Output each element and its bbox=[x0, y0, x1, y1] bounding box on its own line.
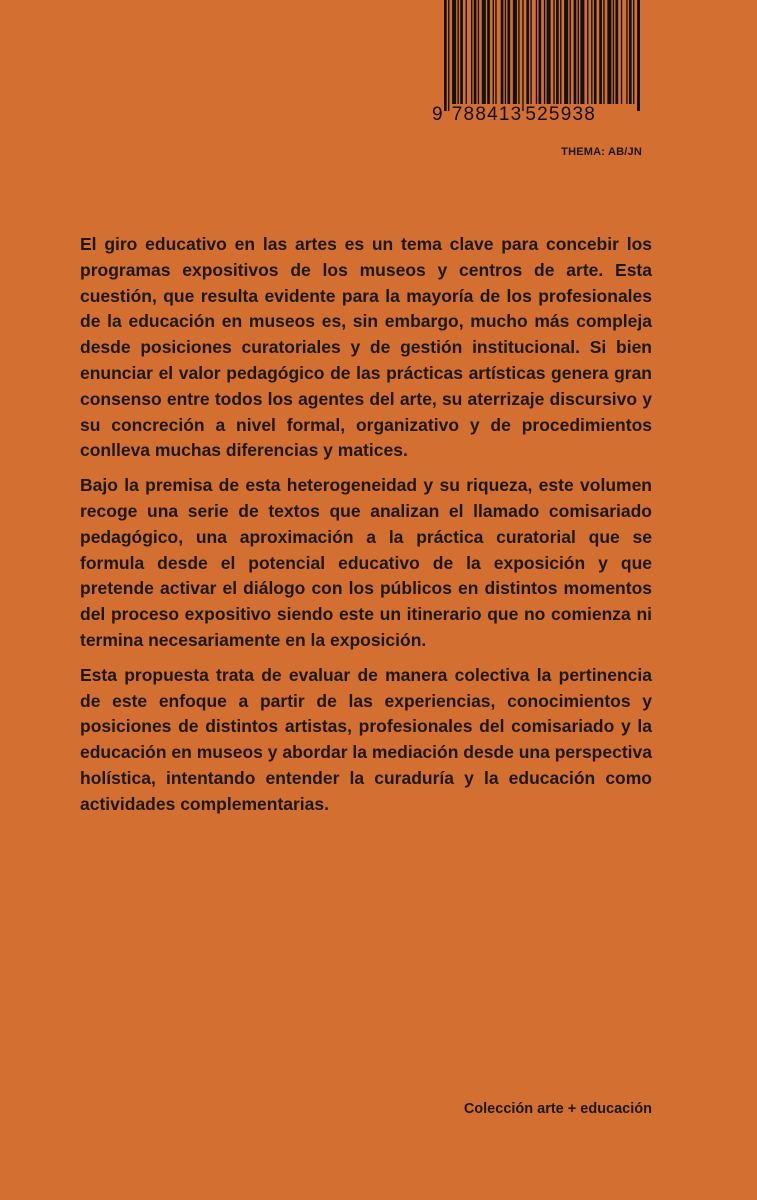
barcode-bar bbox=[474, 0, 477, 104]
barcode-bar bbox=[599, 0, 602, 104]
barcode-bar bbox=[530, 0, 531, 104]
barcode-bar bbox=[553, 0, 554, 104]
barcode-bar bbox=[633, 0, 634, 104]
blurb-paragraph-3: Esta propuesta trata de evaluar de manera colectiva la pertinencia de este enfoque a partir de las experiencias, conocimientos y posiciones de distintos artistas, profesionales del comisariado y la educación en museos y abordar la mediación desde una perspectiva holística, intentando entender la curaduría y la educación como actividades complementarias. bbox=[80, 664, 652, 814]
barcode-bar bbox=[629, 0, 632, 104]
barcode-bar bbox=[578, 0, 579, 104]
barcode-bar bbox=[493, 0, 494, 104]
barcode-bar bbox=[444, 0, 447, 111]
barcode-bar bbox=[501, 0, 504, 104]
barcode-bar bbox=[507, 0, 510, 104]
barcode-bar bbox=[580, 0, 584, 104]
barcode-bar bbox=[458, 0, 459, 104]
barcode-bar bbox=[574, 0, 577, 104]
blurb-paragraph-2: Bajo la premisa de esta heterogeneidad y su riqueza, este volumen recoge una serie de textos que analizan el llamado comisariado pedagógico, una aproximación a la práctica curatorial que se formula desde el potencial educativo de la exposición y que pretende activar el diálogo con los públicos en distintos momentos del proceso expositivo siendo este un itinerario que no comienza ni termina necesariamente en la exposición. bbox=[80, 475, 652, 650]
barcode bbox=[432, 0, 644, 125]
isbn-digits bbox=[432, 104, 644, 126]
blurb-paragraph-1: El giro educativo en las artes es un tema clave para concebir los programas expositivos de los museos y centros de arte. Esta cuestión, que resulta evidente para la mayoría de los profesionales de la educación en museos es, sin embargo, mucho más compleja desde posiciones curatoriales y de gestión institucional. Si bien enunciar el valor pedagógico de las prácticas artísticas genera gran consenso entre todos los agentes del arte, su aterrizaje discursivo y su concreción a nivel formal, organizativo y de procedimientos conlleva muchas diferencias y matices. bbox=[80, 234, 652, 461]
barcode-bars bbox=[444, 0, 640, 111]
barcode-bar bbox=[603, 0, 604, 104]
barcode-bar bbox=[526, 0, 529, 104]
barcode-bar bbox=[570, 0, 571, 104]
barcode-bar bbox=[448, 0, 449, 111]
barcode-bar bbox=[587, 0, 588, 104]
barcode-bar bbox=[615, 0, 618, 104]
barcode-bar bbox=[478, 0, 479, 104]
barcode-bar bbox=[482, 0, 486, 104]
barcode-graphic bbox=[444, 0, 640, 111]
barcode-bar bbox=[560, 0, 561, 104]
barcode-bar bbox=[536, 0, 537, 104]
barcode-bar bbox=[621, 0, 622, 104]
barcode-bar bbox=[613, 0, 614, 104]
barcode-bar bbox=[505, 0, 506, 104]
barcode-bar bbox=[607, 0, 611, 104]
barcode-bar bbox=[544, 0, 545, 104]
barcode-bar bbox=[487, 0, 490, 104]
barcode-bar bbox=[547, 0, 551, 104]
isbn-right-group: 525938 bbox=[525, 104, 596, 125]
barcode-bar bbox=[522, 0, 523, 111]
barcode-bar bbox=[460, 0, 463, 104]
barcode-bar bbox=[626, 0, 627, 104]
back-cover-blurb bbox=[80, 232, 652, 827]
barcode-bar bbox=[594, 0, 597, 104]
barcode-bar bbox=[518, 0, 519, 104]
barcode-bar bbox=[471, 0, 472, 104]
collection-name: Colección arte + educación bbox=[463, 1101, 652, 1117]
thema-code: THEMA: AB/JN bbox=[561, 146, 642, 158]
barcode-bar bbox=[539, 0, 542, 104]
isbn-left-group: 788413 bbox=[451, 104, 523, 125]
barcode-bar bbox=[466, 0, 467, 104]
isbn-lead-digit: 9 bbox=[432, 104, 444, 125]
barcode-bar bbox=[564, 0, 568, 104]
barcode-bar bbox=[513, 0, 517, 104]
barcode-bar bbox=[556, 0, 559, 104]
barcode-bar bbox=[591, 0, 592, 104]
barcode-bar bbox=[452, 0, 456, 104]
barcode-bar bbox=[637, 0, 640, 111]
barcode-bar bbox=[495, 0, 496, 104]
